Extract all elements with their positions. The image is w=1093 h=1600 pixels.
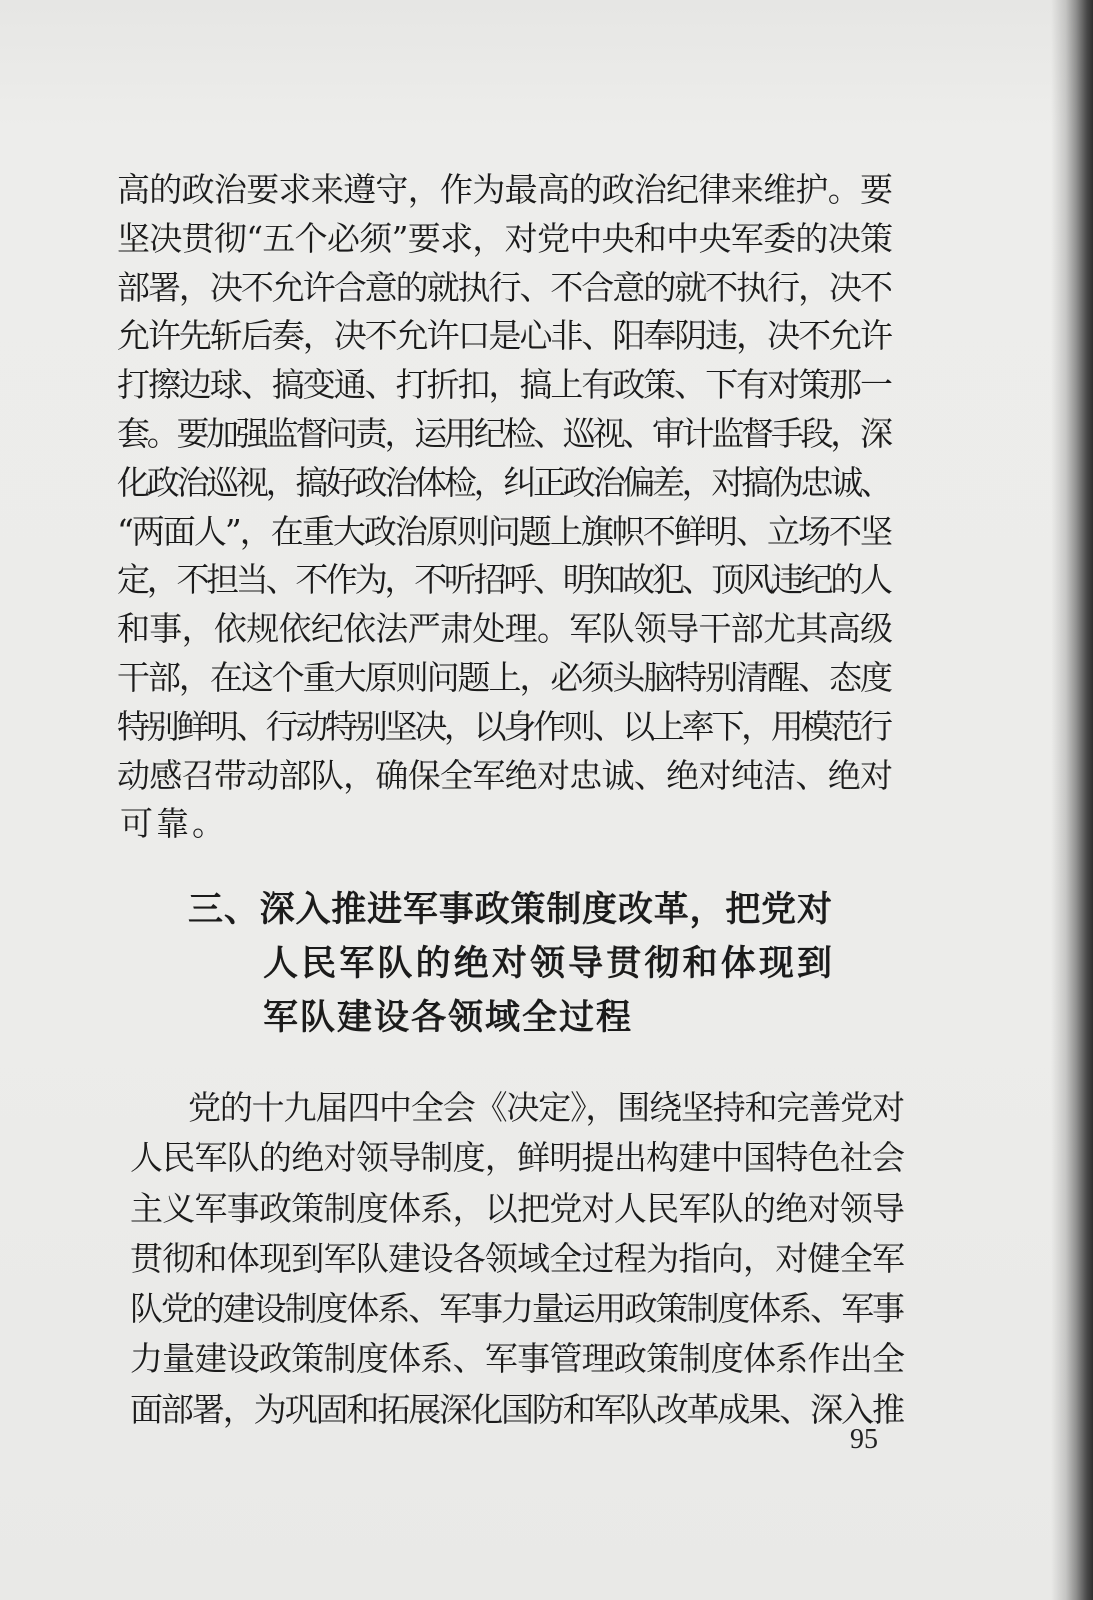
text-line-content: 高的政治要求来遵守，作为最高的政治纪律来维护。要: [117, 170, 893, 209]
text-line-content: 可靠。: [120, 804, 228, 844]
text-line: [117, 459, 893, 508]
text-line: [117, 361, 893, 410]
heading-line: [188, 883, 832, 937]
heading-line: [263, 991, 832, 1045]
text-line: [130, 1184, 905, 1234]
text-line: [130, 1133, 905, 1183]
text-line-content: 部署，决不允许合意的就执行、不合意的就不执行，决不: [117, 267, 891, 307]
page-edge-shadow: [1051, 0, 1093, 1600]
text-line-content: 面部署，为巩固和拓展深化国防和军队改革成果、深入推: [130, 1389, 903, 1429]
text-line: [117, 215, 893, 264]
text-line: [188, 1083, 905, 1133]
text-line-content: 动感召带动部队，确保全军绝对忠诚、绝对纯洁、绝对: [117, 755, 893, 795]
text-line-content: 力量建设政策制度体系、军事管理政策制度体系作出全: [130, 1339, 905, 1379]
page-number: 95: [850, 1424, 878, 1455]
text-line: [117, 800, 893, 849]
text-line: [117, 312, 893, 361]
text-line: [117, 752, 893, 801]
text-line-content: 打擦边球、搞变通、打折扣，搞上有政策、下有对策那一: [117, 365, 891, 405]
paragraph: [130, 1083, 905, 1435]
text-line-content: 套。要加强监督问责，运用纪检、巡视、审计监督手段，深: [117, 413, 890, 453]
text-line: [117, 166, 893, 215]
heading-line-content: 人民军队的绝对领导贯彻和体现到: [263, 944, 836, 984]
text-line: [130, 1385, 905, 1435]
text-line-content: 贯彻和体现到军队建设各领域全过程为指向，对健全军: [130, 1238, 905, 1278]
heading-line: [263, 937, 836, 991]
text-line: [130, 1234, 905, 1284]
text-line-content: 化政治巡视，搞好政治体检，纠正政治偏差，对搞伪忠诚、: [117, 462, 890, 502]
text-line: [117, 410, 893, 459]
text-line-content: 干部，在这个重大原则问题上，必须头脑特别清醒、态度: [117, 657, 891, 697]
text-line-content: “两面人”，在重大政治原则问题上旗帜不鲜明、立场不坚: [117, 511, 892, 551]
heading-line-content: 军队建设各领域全过程: [263, 998, 634, 1038]
text-line: [117, 264, 893, 313]
text-line-content: 党的十九届四中全会《决定》，围绕坚持和完善党对: [188, 1088, 904, 1127]
paragraph-continued: [117, 166, 893, 849]
text-line-content: 和事，依规依纪依法严肃处理。军队领导干部尤其高级: [117, 609, 893, 649]
section-heading: [188, 883, 848, 1045]
text-line: [117, 605, 893, 654]
text-line: [117, 556, 893, 605]
text-line-content: 主义军事政策制度体系，以把党对人民军队的绝对领导: [130, 1188, 905, 1228]
text-line-content: 人民军队的绝对领导制度，鲜明提出构建中国特色社会: [130, 1138, 905, 1178]
text-line: [117, 654, 893, 703]
heading-line-content: 三、深入推进军事政策制度改革，把党对: [188, 890, 833, 930]
text-line: [130, 1284, 905, 1334]
text-line-content: 队党的建设制度体系、军事力量运用政策制度体系、军事: [130, 1289, 903, 1329]
text-line-content: 定，不担当、不作为，不听招呼、明知故犯、顶风违纪的人: [117, 560, 890, 600]
text-line-content: 坚决贯彻“五个必须”要求，对党中央和中央军委的决策: [117, 218, 893, 258]
text-line: [117, 703, 893, 752]
text-line: [117, 508, 893, 557]
text-line-content: 允许先斩后奏，决不允许口是心非、阳奉阴违，决不允许: [117, 316, 891, 356]
text-line: [130, 1334, 905, 1384]
text-line-content: 特别鲜明、行动特别坚决，以身作则、以上率下，用模范行: [117, 706, 890, 746]
